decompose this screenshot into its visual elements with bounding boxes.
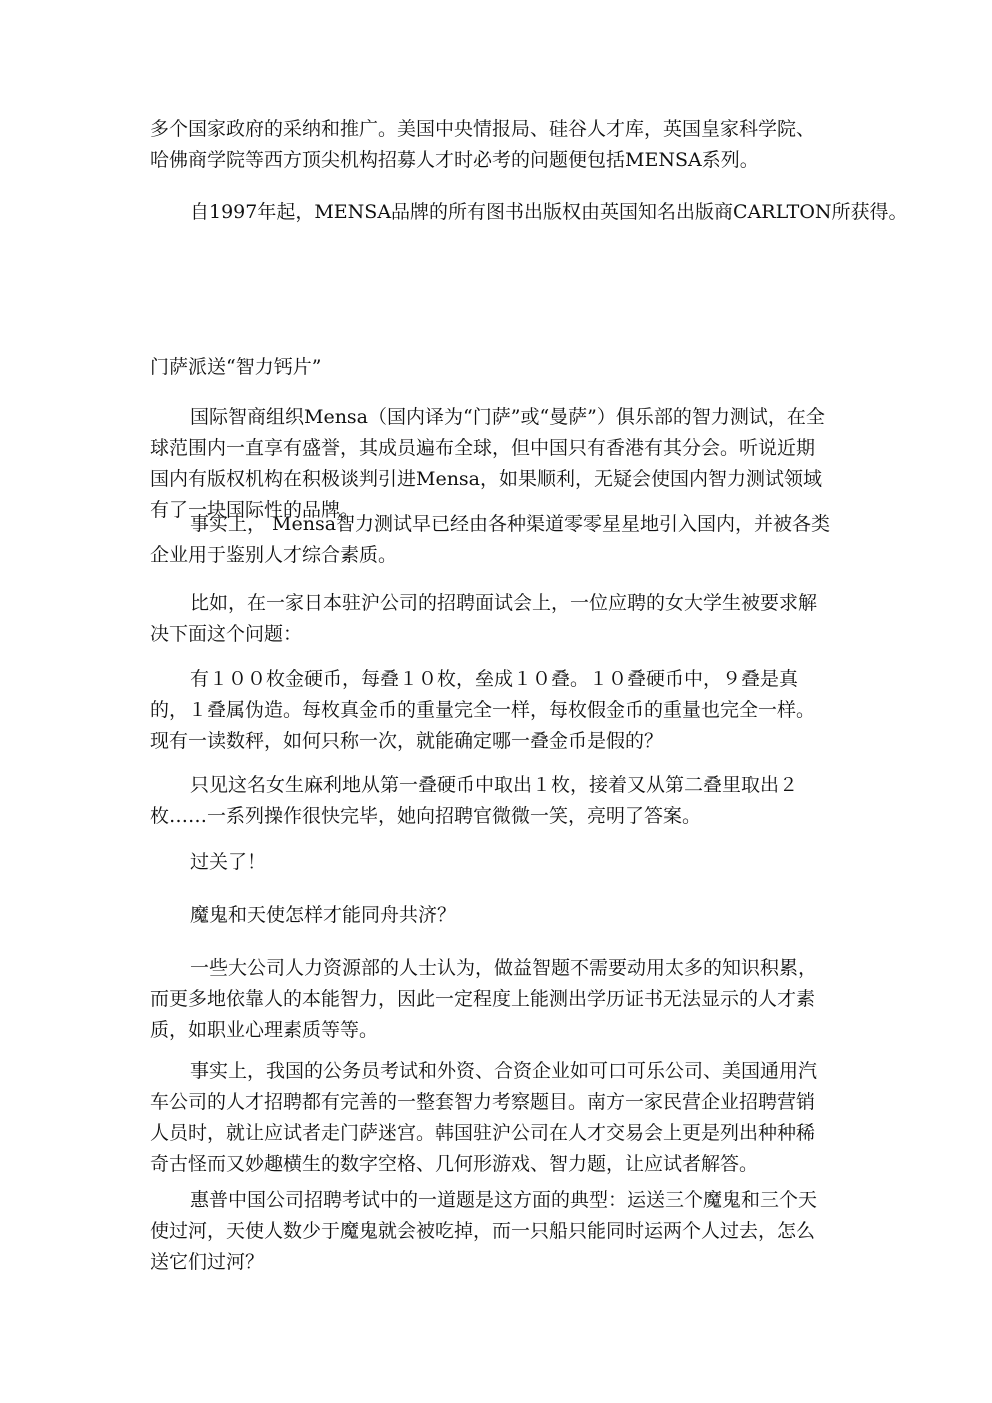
text-line: 惠普中国公司招聘考试中的一道题是这方面的典型：运送三个魔鬼和三个天	[190, 1189, 818, 1211]
text-line: 事实上，我国的公务员考试和外资、合资企业如可口可乐公司、美国通用汽	[190, 1060, 818, 1082]
text-line: 奇古怪而又妙趣横生的数字空格、几何形游戏、智力题，让应试者解答。	[150, 1153, 759, 1175]
paragraph-mensa-intro	[150, 402, 862, 526]
paragraph-coin-solution	[150, 770, 862, 832]
text-line: 国际智商组织Mensa（国内译为“门萨”或“曼萨”）俱乐部的智力测试，在全	[190, 406, 825, 428]
text-line: 人员时，就让应试者走门萨迷宫。韩国驻沪公司在人才交易会上更是列出种种稀	[150, 1122, 816, 1144]
text-line: 球范围内一直享有盛誉，其成员遍布全球，但中国只有香港有其分会。听说近期	[150, 437, 816, 459]
text-line: 魔鬼和天使怎样才能同舟共济？	[190, 904, 457, 926]
paragraph-coin-problem	[150, 664, 862, 757]
text-line: 事实上， Mensa智力测试早已经由各种渠道零零星星地引入国内，并被各类	[190, 513, 831, 535]
text-line: 哈佛商学院等西方顶尖机构招募人才时必考的问题便包括MENSA系列。	[150, 149, 759, 171]
text-line: 国内有版权机构在积极谈判引进Mensa，如果顺利，无疑会使国内智力测试领域	[150, 468, 823, 490]
paragraph-hp-question	[150, 1185, 862, 1278]
paragraph-mensa-in-china	[150, 509, 862, 571]
paragraph-hr-opinion	[150, 953, 862, 1046]
text-line: 质，如职业心理素质等等。	[150, 1019, 379, 1041]
section-heading: 门萨派送“智力钙片”	[150, 356, 322, 378]
text-line: 现有一读数秤，如何只称一次，就能确定哪一叠金币是假的？	[150, 730, 664, 752]
text-line: 的，１叠属伪造。每枚真金币的重量完全一样，每枚假金币的重量也完全一样。	[150, 699, 816, 721]
paragraph-carlton-rights	[150, 197, 908, 228]
paragraph-interview-example	[150, 588, 862, 650]
text-line: 车公司的人才招聘都有完善的一整套智力考察题目。南方一家民营企业招聘营销	[150, 1091, 816, 1113]
text-line: 一些大公司人力资源部的人士认为，做益智题不需要动用太多的知识积累，	[190, 957, 818, 979]
paragraph-subheading-devils-angels	[150, 900, 862, 931]
text-line: 企业用于鉴别人才综合素质。	[150, 544, 398, 566]
text-line: 有了一块国际性的品牌。	[150, 499, 360, 521]
text-line: 多个国家政府的采纳和推广。美国中央情报局、硅谷人才库，英国皇家科学院、	[150, 118, 816, 140]
text-line: 而更多地依靠人的本能智力，因此一定程度上能测出学历证书无法显示的人才素	[150, 988, 816, 1010]
paragraph-mensa-adoption	[150, 114, 862, 176]
text-line: 自1997年起，MENSA品牌的所有图书出版权由英国知名出版商CARLTON所获得。	[190, 201, 908, 223]
paragraph-company-tests	[150, 1056, 862, 1180]
text-line: 使过河，天使人数少于魔鬼就会被吃掉，而一只船只能同时运两个人过去，怎么	[150, 1220, 816, 1242]
text-line: 枚……一系列操作很快完毕，她向招聘官微微一笑，亮明了答案。	[150, 805, 702, 827]
paragraph-passed	[150, 847, 862, 878]
text-line: 比如，在一家日本驻沪公司的招聘面试会上，一位应聘的女大学生被要求解	[190, 592, 818, 614]
text-line: 过关了！	[190, 851, 267, 873]
text-line: 只见这名女生麻利地从第一叠硬币中取出１枚，接着又从第二叠里取出２	[190, 774, 799, 796]
text-line: 送它们过河？	[150, 1251, 265, 1273]
text-line: 有１００枚金硬币，每叠１０枚，垒成１０叠。１０叠硬币中，９叠是真	[190, 668, 799, 690]
text-line: 决下面这个问题：	[150, 623, 303, 645]
